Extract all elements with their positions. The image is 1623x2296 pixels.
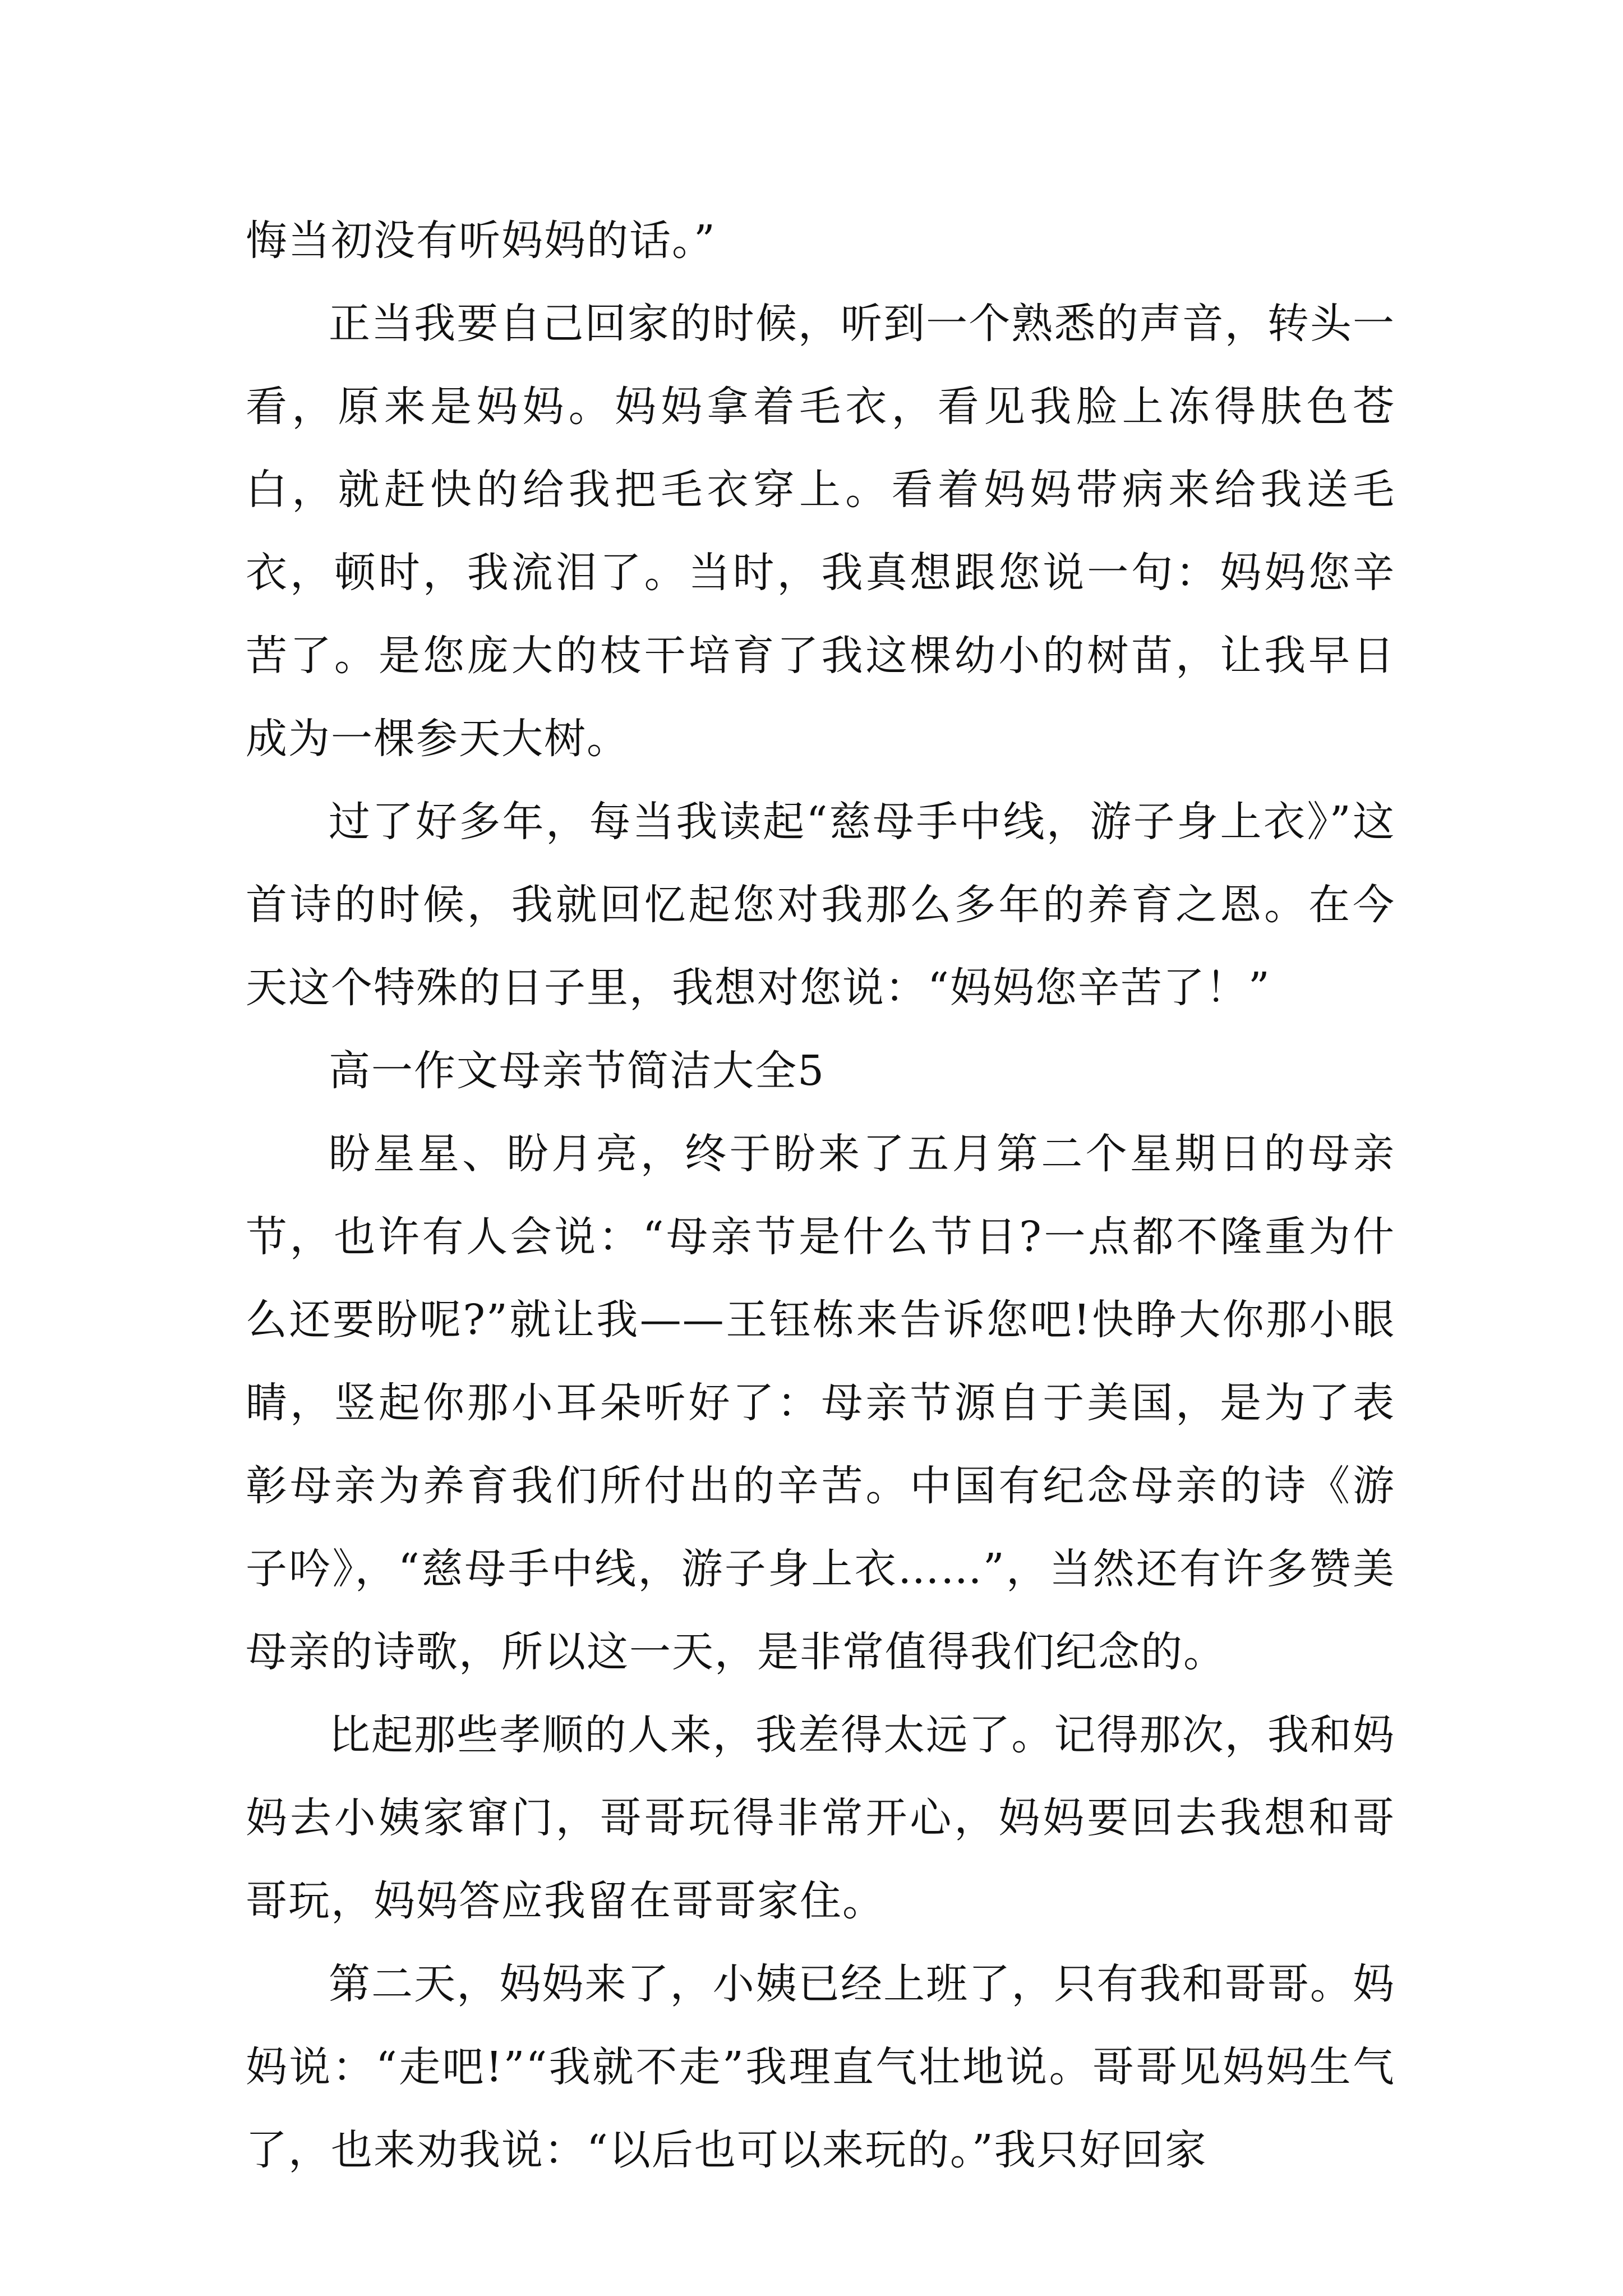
paragraph-visit-aunt: 比起那些孝顺的人来，我差得太远了。记得那次，我和妈妈去小姨家窜门，哥哥玩得非常开心，妈妈要回去我想和哥哥玩，妈妈答应我留在哥哥家住。 [246,1711,1395,1925]
paragraph-poem-memory: 过了好多年，每当我读起“慈母手中线，游子身上衣》”这首诗的时候，我就回忆起您对我那么多年的养育之恩。在今天这个特殊的日子里，我想对您说：“妈妈您辛苦了！” [246,798,1395,1012]
paragraph-continuation: 悔当初没有听妈妈的话。” [246,217,716,265]
paragraph-sweater: 正当我要自己回家的时候，听到一个熟悉的声音，转头一看，原来是妈妈。妈妈拿着毛衣，看见我脸上冻得肤色苍白，就赶快的给我把毛衣穿上。看着妈妈带病来给我送毛衣，顿时，我流泪了。当时，我真想跟您说一句：妈妈您辛苦了。是您庞大的枝干培育了我这棵幼小的树苗，让我早日成为一棵参天大树。 [246,300,1395,763]
essay-section-title: 高一作文母亲节简洁大全5 [329,1047,826,1095]
paragraph-mothers-day: 盼星星、盼月亮，终于盼来了五月第二个星期日的母亲节，也许有人会说：“母亲节是什么节日?一点都不隆重为什么还要盼呢?”就让我——王钰栋来告诉您吧!快睁大你那小眼睛，竖起你那小耳朵听好了：母亲节源自于美国，是为了表彰母亲为养育我们所付出的辛苦。中国有纪念母亲的诗《游子吟》，“慈母手中线，游子身上衣……”，当然还有许多赞美母亲的诗歌，所以这一天，是非常值得我们纪念的。 [246,1130,1395,1676]
essay-text [246,199,1395,2192]
paragraph-next-day: 第二天，妈妈来了，小姨已经上班了，只有我和哥哥。妈妈说：“走吧!”“我就不走”我理直气壮地说。哥哥见妈妈生气了，也来劝我说：“以后也可以来玩的。”我只好回家 [246,1960,1395,2174]
